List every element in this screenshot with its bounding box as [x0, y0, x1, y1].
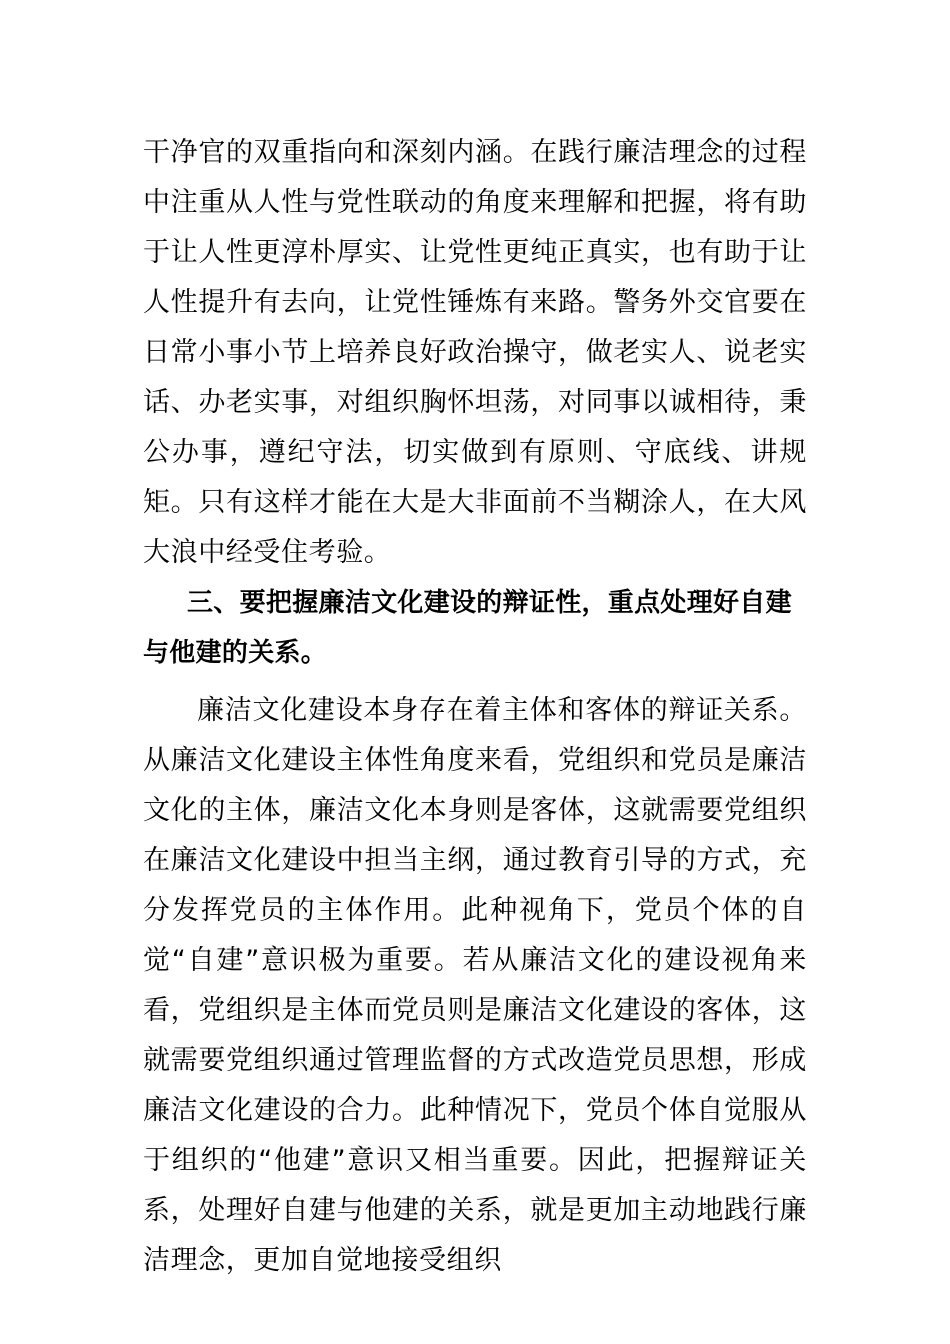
- body-paragraph-continued: 干净官的双重指向和深刻内涵。在践行廉洁理念的过程中注重从人性与党性联动的角度来理解和把握，将有助于让人性更淳朴厚实、让党性更纯正真实，也有助于让人性提升有去向，让党性锤炼有来路。警务外交官要在日常小事小节上培养良好政治操守，做老实人、说老实话、办老实事，对组织胸怀坦荡，对同事以诚相待，秉公办事，遵纪守法，切实做到有原则、守底线、讲规矩。只有这样才能在大是大非面前不当糊涂人，在大风大浪中经受住考验。: [143, 137, 807, 568]
- section-heading-3: 三、要把握廉洁文化建设的辩证性，重点处理好自建与他建的关系。: [143, 588, 792, 668]
- spacer: [143, 678, 807, 686]
- body-paragraph: 廉洁文化建设本身存在着主体和客体的辩证关系。从廉洁文化建设主体性角度来看，党组织和党员是廉洁文化的主体，廉洁文化本身则是客体，这就需要党组织在廉洁文化建设中担当主纲，通过教育引导的方式，充分发挥党员的主体作用。此种视角下，党员个体的自觉“自建”意识极为重要。若从廉洁文化的建设视角来看，党组织是主体而党员则是廉洁文化建设的客体，这就需要党组织通过管理监督的方式改造党员思想，形成廉洁文化建设的合力。此种情况下，党员个体自觉服从于组织的“他建”意识又相当重要。因此，把握辩证关系，处理好自建与他建的关系，就是更加主动地践行廉洁理念，更加自觉地接受组织: [143, 695, 807, 1276]
- document-body: [143, 128, 807, 1286]
